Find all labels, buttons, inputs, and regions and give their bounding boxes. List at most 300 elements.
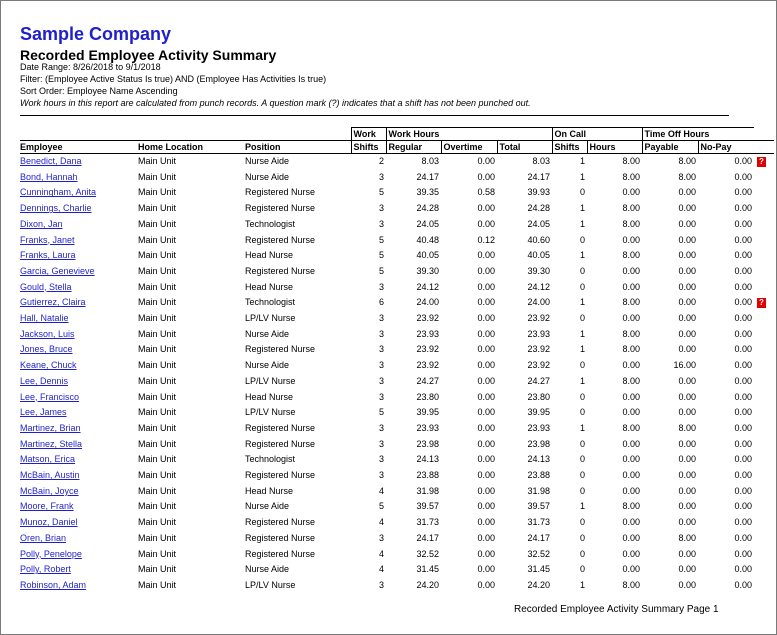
table-row [20, 562, 774, 578]
flag-cell [754, 405, 774, 421]
regular-hours-cell: 24.28 [416, 203, 439, 214]
home-location-cell: Main Unit [138, 250, 177, 261]
employee-cell [20, 421, 138, 437]
overtime-hours-cell: 0.00 [477, 391, 495, 402]
oncall-shifts-cell: 0 [579, 548, 585, 559]
employee-link[interactable]: Martinez, Brian [20, 422, 81, 433]
flag-cell [754, 468, 774, 484]
nopay-hours-cell: 0.00 [734, 265, 752, 276]
overtime-hours-cell: 0.00 [477, 579, 495, 590]
nopay-hours-cell: 0.00 [734, 579, 752, 590]
employee-cell [20, 515, 138, 531]
report-note: Work hours in this report are calculated from punch records. A question mark (?) indicates that a shift has not been punched out. [20, 98, 531, 108]
overtime-hours-cell: 0.00 [477, 548, 495, 559]
table-row [20, 499, 774, 515]
oncall-hours-cell: 0.00 [622, 265, 640, 276]
total-hours-cell: 24.05 [527, 218, 550, 229]
oncall-shifts-cell: 1 [579, 328, 585, 339]
regular-hours-cell: 24.00 [416, 297, 439, 308]
header-spacer [20, 128, 138, 141]
employee-link[interactable]: Hall, Natalie [20, 313, 69, 324]
table-row [20, 185, 774, 201]
oncall-hours-cell: 0.00 [622, 391, 640, 402]
header-home-location: Home Location [138, 142, 204, 152]
employee-link[interactable]: Lee, James [20, 407, 67, 418]
overtime-hours-cell: 0.00 [477, 470, 495, 481]
nopay-hours-cell: 0.00 [734, 501, 752, 512]
nopay-hours-cell: 0.00 [734, 313, 752, 324]
overtime-hours-cell: 0.00 [477, 203, 495, 214]
table-row [20, 280, 774, 296]
oncall-hours-cell: 0.00 [622, 360, 640, 371]
regular-hours-cell: 23.93 [416, 328, 439, 339]
employee-link[interactable]: Jackson, Luis [20, 328, 75, 339]
table-row [20, 264, 774, 280]
employee-link[interactable]: Gutierrez, Claira [20, 297, 86, 308]
employee-cell [20, 154, 138, 170]
nopay-hours-cell: 0.00 [734, 470, 752, 481]
home-location-cell: Main Unit [138, 265, 177, 276]
regular-hours-cell: 39.30 [416, 265, 439, 276]
total-hours-cell: 39.57 [527, 501, 550, 512]
work-shifts-cell: 5 [378, 187, 384, 198]
position-cell: LP/LV Nurse [245, 375, 296, 386]
position-cell: Nurse Aide [245, 328, 290, 339]
employee-cell [20, 201, 138, 217]
employee-cell [20, 170, 138, 186]
employee-link[interactable]: Dennings, Charlie [20, 203, 92, 214]
position-cell: Registered Nurse [245, 187, 316, 198]
overtime-hours-cell: 0.12 [477, 234, 495, 245]
position-cell: Registered Nurse [245, 265, 316, 276]
home-location-cell: Main Unit [138, 548, 177, 559]
header-column-row [20, 141, 774, 154]
flag-cell [754, 185, 774, 201]
flag-cell [754, 233, 774, 249]
flag-cell [754, 264, 774, 280]
table-row [20, 405, 774, 421]
home-location-cell: Main Unit [138, 313, 177, 324]
oncall-shifts-cell: 0 [579, 360, 585, 371]
total-hours-cell: 23.80 [527, 391, 550, 402]
employee-link[interactable]: Franks, Janet [20, 234, 75, 245]
payable-hours-cell: 0.00 [678, 218, 696, 229]
total-hours-cell: 23.92 [527, 313, 550, 324]
employee-cell [20, 405, 138, 421]
employee-cell [20, 374, 138, 390]
employee-link[interactable]: Jones, Bruce [20, 344, 73, 355]
position-cell: Head Nurse [245, 391, 294, 402]
nopay-hours-cell: 0.00 [734, 234, 752, 245]
employee-link[interactable]: Polly, Robert [20, 564, 71, 575]
header-group-row [20, 128, 774, 141]
employee-cell [20, 233, 138, 249]
position-cell: LP/LV Nurse [245, 579, 296, 590]
overtime-hours-cell: 0.00 [477, 485, 495, 496]
regular-hours-cell: 24.13 [416, 454, 439, 465]
payable-hours-cell: 0.00 [678, 579, 696, 590]
oncall-shifts-cell: 0 [579, 470, 585, 481]
position-cell: Registered Nurse [245, 438, 316, 449]
position-cell: Registered Nurse [245, 203, 316, 214]
header-work-shifts-2: Shifts [351, 141, 386, 154]
employee-link[interactable]: Bond, Hannah [20, 171, 78, 182]
nopay-hours-cell: 0.00 [734, 422, 752, 433]
work-shifts-cell: 3 [378, 532, 384, 543]
table-row [20, 327, 774, 343]
flag-cell [754, 578, 774, 594]
employee-cell [20, 578, 138, 594]
payable-hours-cell: 0.00 [678, 344, 696, 355]
payable-hours-cell: 0.00 [678, 313, 696, 324]
position-cell: Nurse Aide [245, 501, 290, 512]
table-row [20, 515, 774, 531]
unpunched-flag-icon: ? [757, 157, 766, 167]
employee-link[interactable]: Matson, Erica [20, 454, 76, 465]
total-hours-cell: 23.92 [527, 344, 550, 355]
table-body [20, 154, 774, 594]
overtime-hours-cell: 0.00 [477, 156, 495, 166]
nopay-hours-cell: 0.00 [734, 438, 752, 449]
oncall-shifts-cell: 0 [579, 407, 585, 418]
table-row [20, 468, 774, 484]
header-total: Total [497, 141, 552, 154]
regular-hours-cell: 40.05 [416, 250, 439, 261]
oncall-shifts-cell: 1 [579, 203, 585, 214]
regular-hours-cell: 32.52 [416, 548, 439, 559]
position-cell: Registered Nurse [245, 344, 316, 355]
overtime-hours-cell: 0.00 [477, 218, 495, 229]
payable-hours-cell: 0.00 [678, 328, 696, 339]
home-location-cell: Main Unit [138, 485, 177, 496]
regular-hours-cell: 24.17 [416, 171, 439, 182]
overtime-hours-cell: 0.00 [477, 501, 495, 512]
position-cell: Nurse Aide [245, 171, 290, 182]
table-row [20, 154, 774, 170]
total-hours-cell: 23.92 [527, 360, 550, 371]
employee-link[interactable]: Moore, Frank [20, 501, 74, 512]
position-cell: LP/LV Nurse [245, 407, 296, 418]
home-location-cell: Main Unit [138, 171, 177, 182]
home-location-cell: Main Unit [138, 328, 177, 339]
employee-link[interactable]: Munoz, Daniel [20, 517, 78, 528]
payable-hours-cell: 0.00 [678, 391, 696, 402]
regular-hours-cell: 39.35 [416, 187, 439, 198]
overtime-hours-cell: 0.00 [477, 344, 495, 355]
nopay-hours-cell: 0.00 [734, 485, 752, 496]
payable-hours-cell: 0.00 [678, 265, 696, 276]
flag-cell [754, 342, 774, 358]
oncall-hours-cell: 0.00 [622, 187, 640, 198]
nopay-hours-cell: 0.00 [734, 171, 752, 182]
oncall-shifts-cell: 0 [579, 517, 585, 528]
work-shifts-cell: 3 [378, 391, 384, 402]
total-hours-cell: 40.60 [527, 234, 550, 245]
flag-cell [754, 280, 774, 296]
home-location-cell: Main Unit [138, 187, 177, 198]
work-shifts-cell: 3 [378, 313, 384, 324]
flag-cell [754, 547, 774, 563]
total-hours-cell: 23.98 [527, 438, 550, 449]
table-row [20, 374, 774, 390]
home-location-cell: Main Unit [138, 454, 177, 465]
nopay-hours-cell: 0.00 [734, 454, 752, 465]
regular-hours-cell: 24.27 [416, 375, 439, 386]
position-cell: Nurse Aide [245, 564, 290, 575]
overtime-hours-cell: 0.00 [477, 360, 495, 371]
employee-cell [20, 547, 138, 563]
work-shifts-cell: 4 [378, 548, 384, 559]
employee-link[interactable]: Lee, Francisco [20, 391, 80, 402]
oncall-shifts-cell: 0 [579, 438, 585, 449]
employee-cell [20, 468, 138, 484]
overtime-hours-cell: 0.00 [477, 532, 495, 543]
home-location-cell: Main Unit [138, 407, 177, 418]
regular-hours-cell: 39.57 [416, 501, 439, 512]
total-hours-cell: 24.17 [527, 532, 550, 543]
home-location-cell: Main Unit [138, 234, 177, 245]
table-row [20, 311, 774, 327]
oncall-shifts-cell: 0 [579, 187, 585, 198]
payable-hours-cell: 0.00 [678, 407, 696, 418]
oncall-shifts-cell: 0 [579, 391, 585, 402]
total-hours-cell: 39.30 [527, 265, 550, 276]
nopay-hours-cell: 0.00 [734, 375, 752, 386]
table-row [20, 358, 774, 374]
work-shifts-cell: 3 [378, 203, 384, 214]
unpunched-flag-icon: ? [757, 298, 766, 308]
flag-cell [754, 484, 774, 500]
employee-cell [20, 248, 138, 264]
work-shifts-cell: 3 [378, 344, 384, 355]
oncall-hours-cell: 0.00 [622, 564, 640, 575]
home-location-cell: Main Unit [138, 517, 177, 528]
table-row [20, 170, 774, 186]
employee-link[interactable]: McBain, Joyce [20, 485, 79, 496]
overtime-hours-cell: 0.00 [477, 407, 495, 418]
overtime-hours-cell: 0.00 [477, 265, 495, 276]
flag-cell [754, 515, 774, 531]
table-row [20, 248, 774, 264]
home-location-cell: Main Unit [138, 297, 177, 308]
total-hours-cell: 32.52 [527, 548, 550, 559]
nopay-hours-cell: 0.00 [734, 281, 752, 292]
work-shifts-cell: 4 [378, 564, 384, 575]
header-employee: Employee [20, 142, 63, 152]
oncall-hours-cell: 0.00 [622, 485, 640, 496]
oncall-hours-cell: 8.00 [622, 328, 640, 339]
employee-link[interactable]: Robinson, Adam [20, 579, 87, 590]
position-cell: Registered Nurse [245, 532, 316, 543]
oncall-hours-cell: 8.00 [622, 579, 640, 590]
position-cell: Registered Nurse [245, 517, 316, 528]
employee-link[interactable]: McBain, Austin [20, 470, 80, 481]
employee-link[interactable]: Polly, Penelope [20, 548, 82, 559]
table-row [20, 437, 774, 453]
header-payable: Payable [642, 141, 698, 154]
employee-link[interactable]: Cunningham, Anita [20, 187, 97, 198]
nopay-hours-cell: 0.00 [734, 564, 752, 575]
work-shifts-cell: 3 [378, 470, 384, 481]
nopay-hours-cell: 0.00 [734, 297, 752, 308]
oncall-shifts-cell: 1 [579, 344, 585, 355]
regular-hours-cell: 24.05 [416, 218, 439, 229]
payable-hours-cell: 8.00 [678, 156, 696, 166]
oncall-hours-cell: 0.00 [622, 517, 640, 528]
employee-link[interactable]: Lee, Dennis [20, 375, 69, 386]
overtime-hours-cell: 0.00 [477, 375, 495, 386]
position-cell: Technologist [245, 297, 296, 308]
oncall-shifts-cell: 0 [579, 532, 585, 543]
regular-hours-cell: 39.95 [416, 407, 439, 418]
work-shifts-cell: 5 [378, 265, 384, 276]
payable-hours-cell: 8.00 [678, 532, 696, 543]
overtime-hours-cell: 0.00 [477, 250, 495, 261]
home-location-cell: Main Unit [138, 218, 177, 229]
employee-link[interactable]: Franks, Laura [20, 250, 76, 261]
total-hours-cell: 23.88 [527, 470, 550, 481]
overtime-hours-cell: 0.00 [477, 517, 495, 528]
total-hours-cell: 24.27 [527, 375, 550, 386]
overtime-hours-cell: 0.00 [477, 313, 495, 324]
regular-hours-cell: 8.03 [421, 156, 439, 166]
employee-cell [20, 499, 138, 515]
position-cell: LP/LV Nurse [245, 313, 296, 324]
table-row [20, 531, 774, 547]
home-location-cell: Main Unit [138, 391, 177, 402]
nopay-hours-cell: 0.00 [734, 344, 752, 355]
nopay-hours-cell: 0.00 [734, 360, 752, 371]
position-cell: Head Nurse [245, 485, 294, 496]
employee-cell [20, 342, 138, 358]
payable-hours-cell: 0.00 [678, 548, 696, 559]
regular-hours-cell: 31.98 [416, 485, 439, 496]
oncall-shifts-cell: 0 [579, 265, 585, 276]
employee-cell [20, 452, 138, 468]
regular-hours-cell: 23.80 [416, 391, 439, 402]
work-shifts-cell: 3 [378, 360, 384, 371]
flag-cell [754, 437, 774, 453]
overtime-hours-cell: 0.00 [477, 281, 495, 292]
employee-link[interactable]: Keane, Chuck [20, 360, 77, 371]
total-hours-cell: 8.03 [532, 156, 550, 166]
payable-hours-cell: 0.00 [678, 203, 696, 214]
oncall-hours-cell: 8.00 [622, 218, 640, 229]
oncall-hours-cell: 8.00 [622, 344, 640, 355]
payable-hours-cell: 8.00 [678, 422, 696, 433]
work-shifts-cell: 3 [378, 579, 384, 590]
total-hours-cell: 39.95 [527, 407, 550, 418]
work-shifts-cell: 5 [378, 250, 384, 261]
flag-cell [754, 421, 774, 437]
employee-cell [20, 562, 138, 578]
regular-hours-cell: 23.92 [416, 344, 439, 355]
position-cell: Registered Nurse [245, 548, 316, 559]
work-shifts-cell: 3 [378, 218, 384, 229]
nopay-hours-cell: 0.00 [734, 532, 752, 543]
position-cell: Nurse Aide [245, 360, 290, 371]
oncall-shifts-cell: 1 [579, 297, 585, 308]
oncall-hours-cell: 0.00 [622, 454, 640, 465]
regular-hours-cell: 31.45 [416, 564, 439, 575]
overtime-hours-cell: 0.00 [477, 454, 495, 465]
table-row [20, 342, 774, 358]
overtime-hours-cell: 0.00 [477, 297, 495, 308]
home-location-cell: Main Unit [138, 375, 177, 386]
oncall-shifts-cell: 0 [579, 281, 585, 292]
nopay-hours-cell: 0.00 [734, 250, 752, 261]
regular-hours-cell: 23.93 [416, 422, 439, 433]
home-location-cell: Main Unit [138, 281, 177, 292]
oncall-shifts-cell: 1 [579, 579, 585, 590]
header-overtime: Overtime [441, 141, 497, 154]
employee-link[interactable]: Martinez, Stella [20, 438, 83, 449]
oncall-hours-cell: 0.00 [622, 548, 640, 559]
regular-hours-cell: 24.12 [416, 281, 439, 292]
employee-cell [20, 185, 138, 201]
employee-link[interactable]: Oren, Brian [20, 532, 67, 543]
flag-cell [754, 531, 774, 547]
flag-cell [754, 327, 774, 343]
total-hours-cell: 31.45 [527, 564, 550, 575]
work-shifts-cell: 5 [378, 501, 384, 512]
flag-cell [754, 562, 774, 578]
header-time-off: Time Off Hours [642, 128, 754, 141]
overtime-hours-cell: 0.00 [477, 171, 495, 182]
work-shifts-cell: 6 [378, 297, 384, 308]
payable-hours-cell: 0.00 [678, 297, 696, 308]
employee-cell [20, 311, 138, 327]
employee-link[interactable]: Dixon, Jan [20, 218, 63, 229]
work-shifts-cell: 3 [378, 454, 384, 465]
total-hours-cell: 24.12 [527, 281, 550, 292]
payable-hours-cell: 0.00 [678, 438, 696, 449]
flag-cell [754, 358, 774, 374]
total-hours-cell: 24.00 [527, 297, 550, 308]
payable-hours-cell: 0.00 [678, 564, 696, 575]
home-location-cell: Main Unit [138, 501, 177, 512]
employee-cell [20, 390, 138, 406]
oncall-hours-cell: 0.00 [622, 281, 640, 292]
position-cell: Technologist [245, 454, 296, 465]
position-cell: Nurse Aide [245, 156, 290, 166]
employee-link[interactable]: Gould, Stella [20, 281, 72, 292]
overtime-hours-cell: 0.00 [477, 438, 495, 449]
nopay-hours-cell: 0.00 [734, 203, 752, 214]
employee-cell [20, 531, 138, 547]
home-location-cell: Main Unit [138, 156, 177, 166]
employee-link[interactable]: Benedict, Dana [20, 156, 82, 166]
payable-hours-cell: 0.00 [678, 485, 696, 496]
overtime-hours-cell: 0.58 [477, 187, 495, 198]
company-name: Sample Company [20, 24, 172, 44]
oncall-hours-cell: 8.00 [622, 203, 640, 214]
employee-cell [20, 327, 138, 343]
oncall-hours-cell: 8.00 [622, 501, 640, 512]
work-shifts-cell: 4 [378, 517, 384, 528]
oncall-shifts-cell: 1 [579, 171, 585, 182]
work-shifts-cell: 5 [378, 407, 384, 418]
oncall-hours-cell: 0.00 [622, 313, 640, 324]
payable-hours-cell: 0.00 [678, 375, 696, 386]
table-row [20, 484, 774, 500]
oncall-shifts-cell: 1 [579, 218, 585, 229]
header-regular: Regular [386, 141, 441, 154]
employee-cell [20, 358, 138, 374]
oncall-hours-cell: 0.00 [622, 532, 640, 543]
employee-link[interactable]: Garcia, Genevieve [20, 265, 95, 276]
payable-hours-cell: 0.00 [678, 454, 696, 465]
